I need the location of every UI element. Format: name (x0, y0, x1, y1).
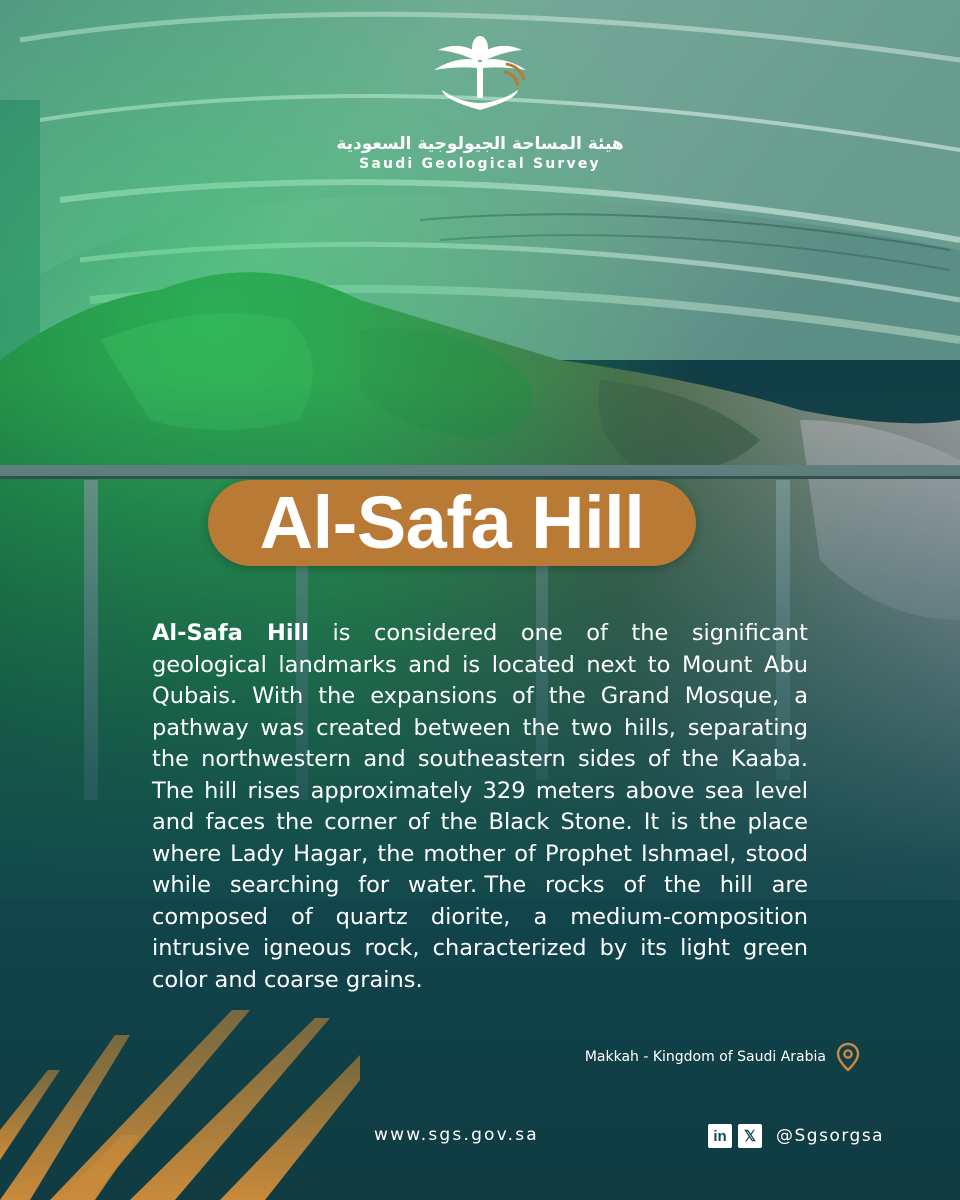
social-links (708, 1124, 884, 1148)
palm-logo-icon (420, 36, 540, 126)
page-title: Al-Safa Hill (259, 481, 645, 564)
location-label: Makkah - Kingdom of Saudi Arabia (584, 1049, 826, 1065)
location-pin-icon (836, 1042, 860, 1072)
location-line (585, 1040, 860, 1074)
linkedin-icon[interactable]: in (708, 1124, 732, 1148)
website-link[interactable]: www.sgs.gov.sa (374, 1125, 539, 1145)
brand-name-arabic: هيئة المساحة الجيولوجية السعودية (336, 134, 624, 154)
sgs-logo (0, 36, 960, 172)
description-text: is considered one of the significant geological landmarks and is located next to Mount Abu Qubais. With the expansions of the Grand Mosque, a pathway was created between the two hills, separating the northwestern and southeastern sides of the Kaaba. The hill rises approximately 329 meters above sea level and faces the corner of the Black Stone. It is the place where Lady Hagar, the mother of Prophet Ishmael, stood while searching for water. The rocks of the hill are composed of quartz diorite, a medium-composition intrusive igneous rock, characterized by its light green color and coarse grains. (152, 620, 808, 993)
brand-name-english: Saudi Geological Survey (359, 156, 601, 172)
decorative-stripes (0, 1010, 360, 1200)
x-icon[interactable]: 𝕏 (738, 1124, 762, 1148)
description-paragraph (152, 618, 808, 996)
social-handle[interactable]: @Sgsorgsa (776, 1126, 885, 1146)
description-lead: Al-Safa Hill (152, 620, 309, 646)
